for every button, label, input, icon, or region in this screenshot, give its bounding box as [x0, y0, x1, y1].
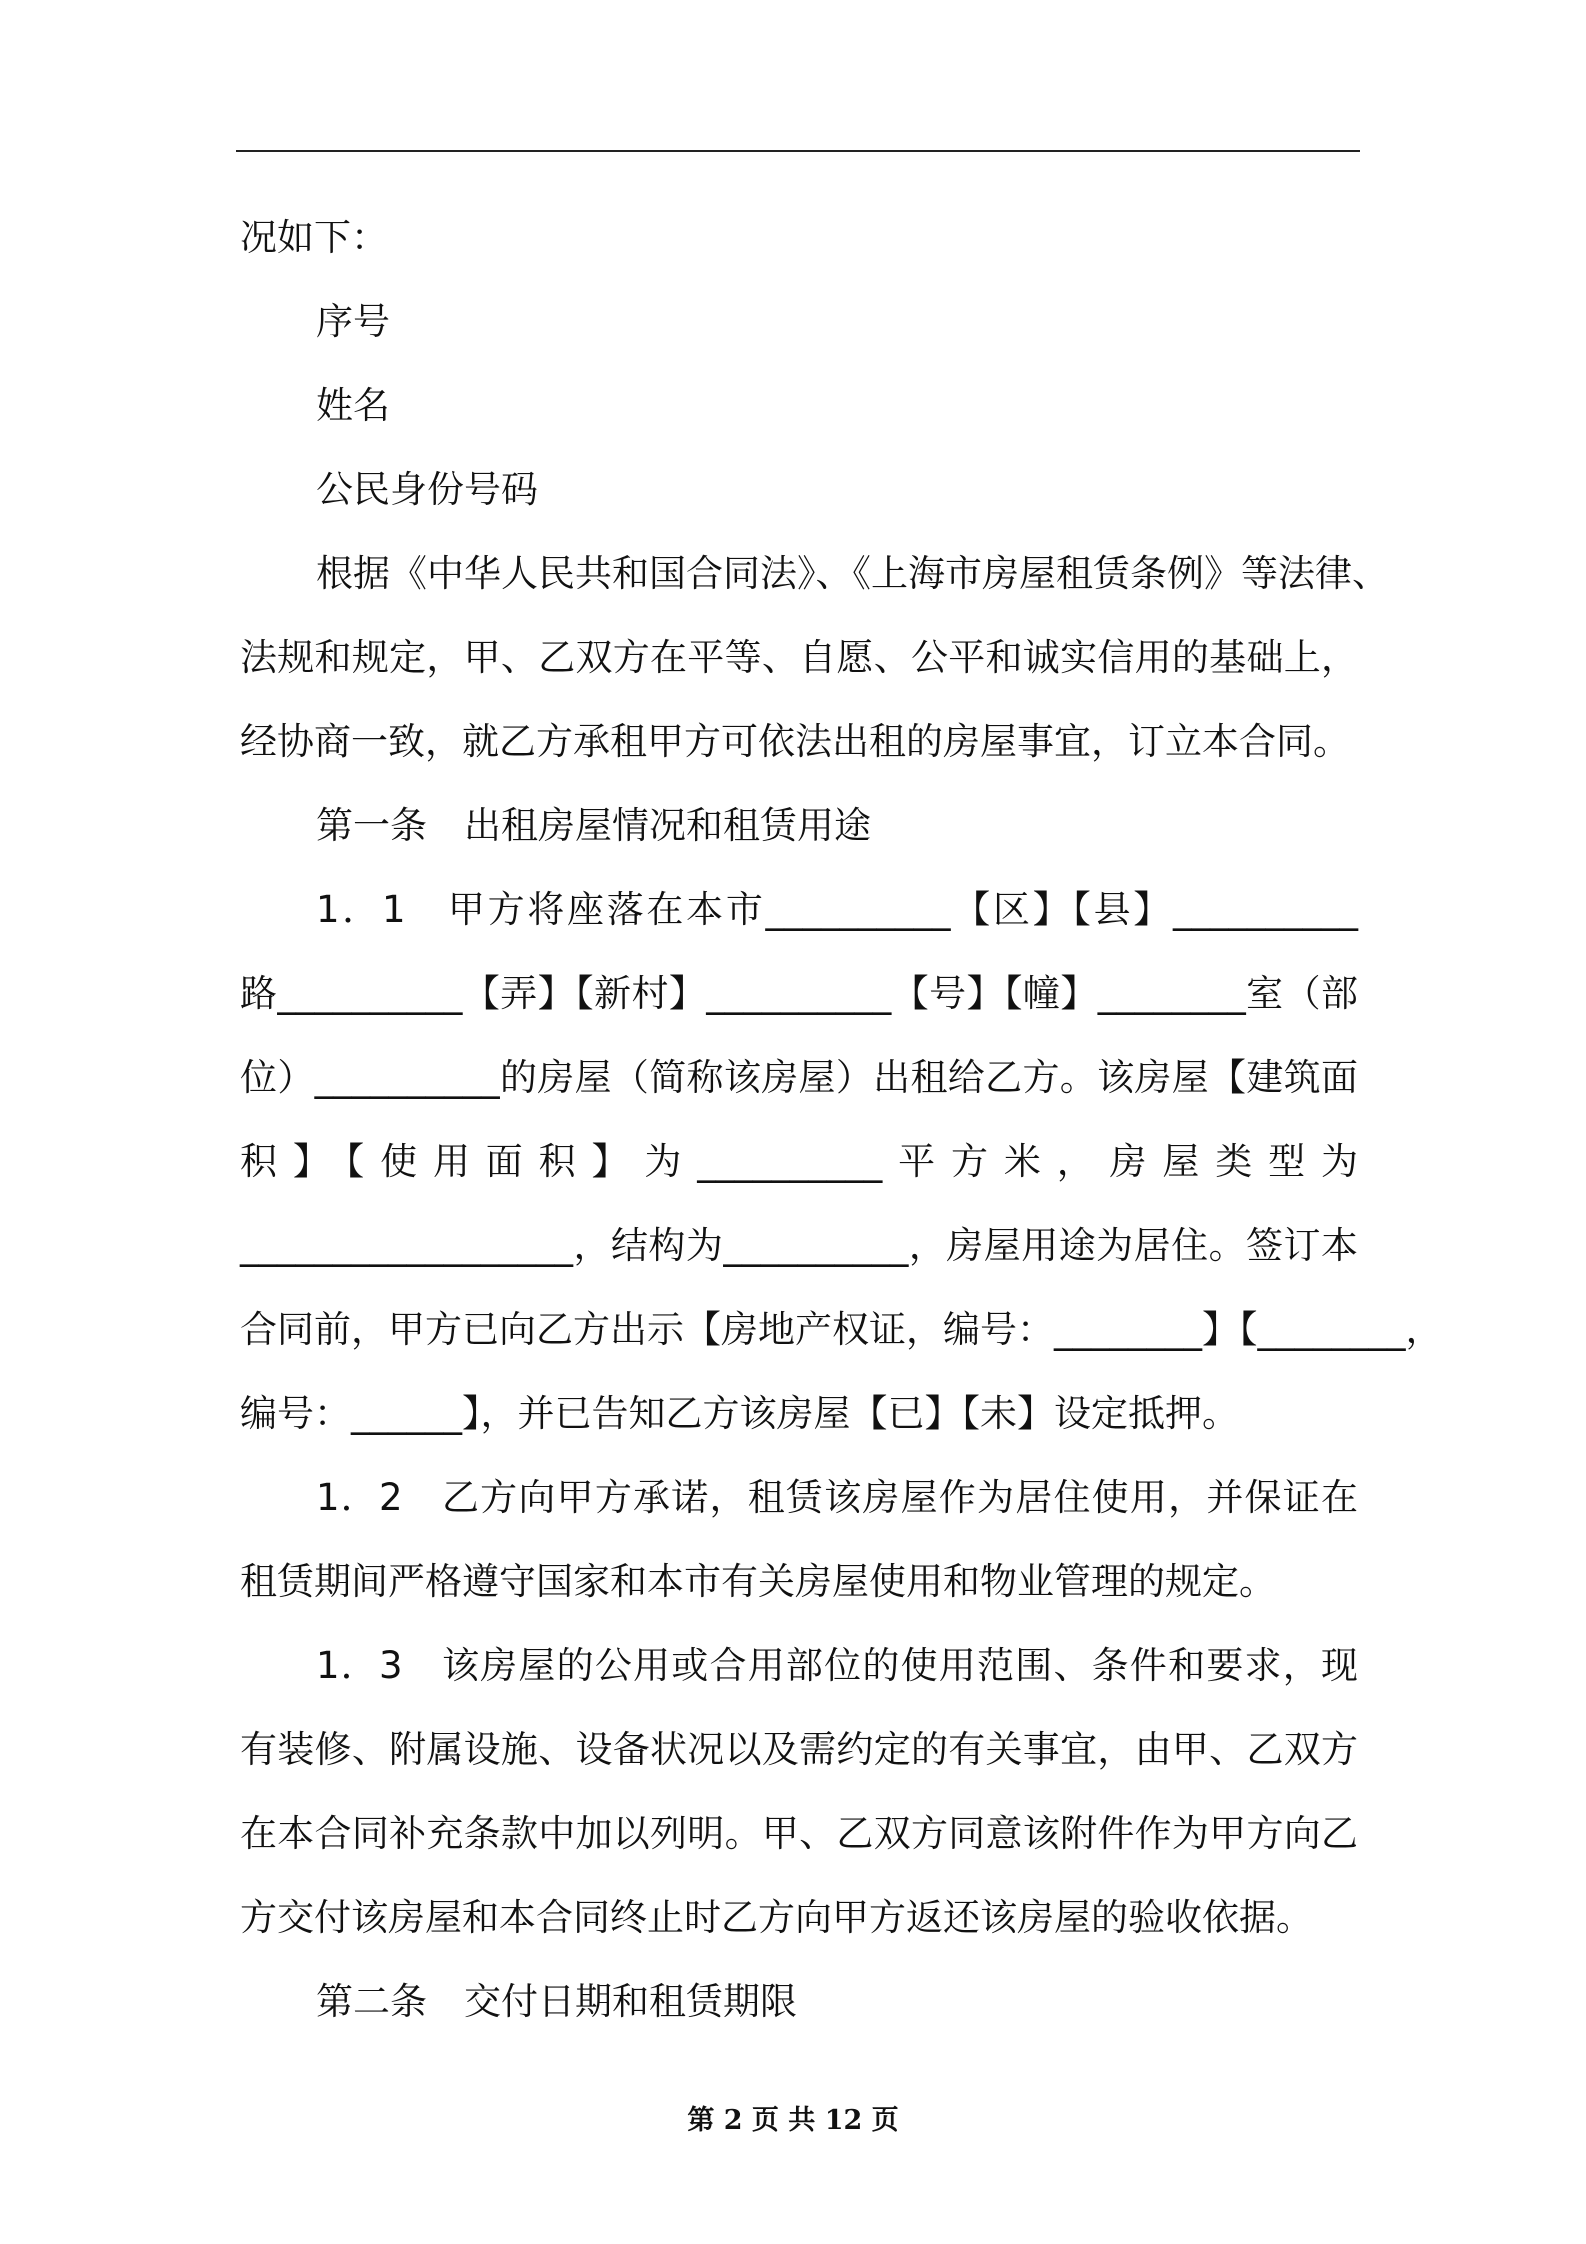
- clause-line: 1．3 该房屋的公用或合用部位的使用范围、条件和要求，现: [316, 1644, 1358, 1687]
- clause-line: 租赁期间严格遵守国家和本市有关房屋使用和物业管理的规定。: [240, 1560, 1276, 1603]
- clause-line: 方交付该房屋和本合同终止时乙方向甲方返还该房屋的验收依据。: [240, 1896, 1313, 1939]
- paragraph-line: 经协商一致，就乙方承租甲方可依法出租的房屋事宜，订立本合同。: [240, 720, 1350, 763]
- paragraph-line: 根据《中华人民共和国合同法》、《上海市房屋租赁条例》等法律、: [316, 552, 1389, 595]
- clause-line: 积】【使用面积】为__________平方米，房屋类型为: [240, 1140, 1358, 1183]
- clause-line: 1．2 乙方向甲方承诺，租赁该房屋作为居住使用，并保证在: [316, 1476, 1358, 1519]
- clause-line: 编号：______】，并已告知乙方该房屋【已】【未】设定抵押。: [240, 1392, 1239, 1435]
- clause-line: __________________，结构为__________，房屋用途为居住。签订本: [240, 1224, 1358, 1267]
- clause-line: 路__________【弄】【新村】__________【号】【幢】________室（部: [240, 972, 1358, 1015]
- page-number-footer: 第 2 页 共 12 页: [687, 2105, 899, 2136]
- table-header-id-number: 公民身份号码: [316, 468, 538, 511]
- table-header-serial: 序号: [316, 300, 390, 343]
- table-header-name: 姓名: [316, 384, 390, 427]
- clause-line: 1．1 甲方将座落在本市__________【区】【县】__________: [316, 888, 1358, 931]
- paragraph-line: 法规和规定，甲、乙双方在平等、自愿、公平和诚实信用的基础上，: [240, 636, 1358, 679]
- clause-line: 合同前，甲方已向乙方出示【房地产权证，编号：________】【________，: [240, 1308, 1443, 1351]
- clause-line: 在本合同补充条款中加以列明。甲、乙双方同意该附件作为甲方向乙: [240, 1812, 1358, 1855]
- text-line: 况如下：: [240, 216, 388, 259]
- clause-line: 位）__________的房屋（简称该房屋）出租给乙方。该房屋【建筑面: [240, 1056, 1358, 1099]
- clause-line: 有装修、附属设施、设备状况以及需约定的有关事宜，由甲、乙双方: [240, 1728, 1358, 1771]
- article-heading: 第二条 交付日期和租赁期限: [316, 1980, 797, 2023]
- header-rule: [236, 150, 1360, 152]
- article-heading: 第一条 出租房屋情况和租赁用途: [316, 804, 871, 847]
- document-body: [240, 196, 1443, 2044]
